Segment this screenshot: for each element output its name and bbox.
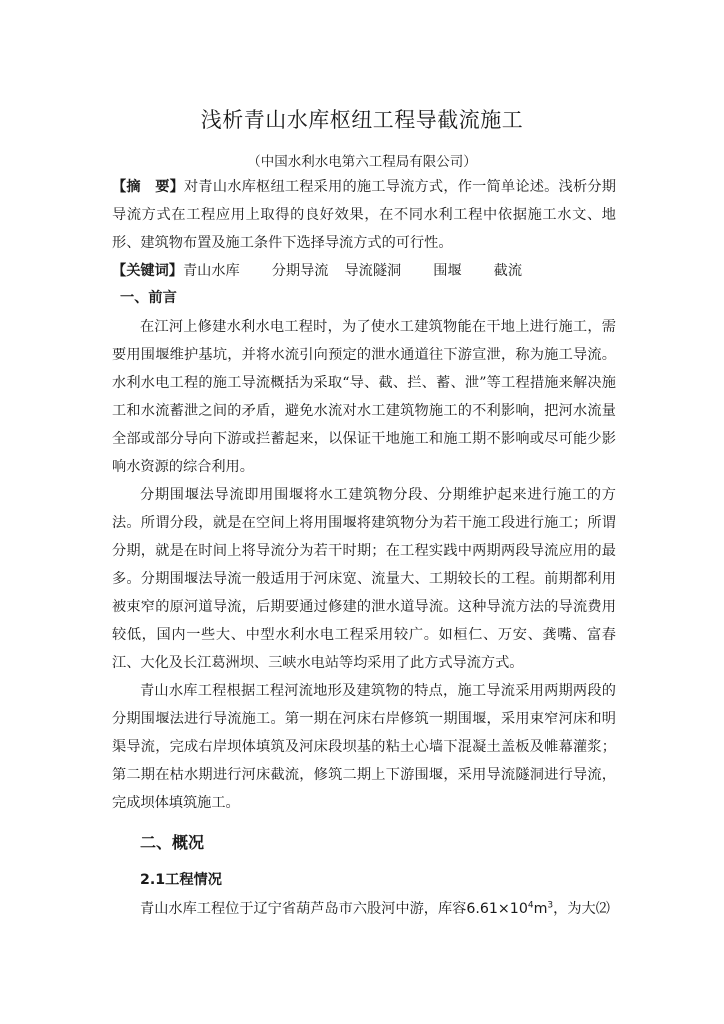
subsection-heading-project: 2.1工程情况 bbox=[140, 872, 222, 888]
paragraph-text: 青山水库工程位于辽宁省葫芦岛市六股河中游，库容 bbox=[140, 901, 467, 917]
author-affiliation: （中国水利水电第六工程局有限公司） bbox=[247, 154, 477, 170]
abstract-text: 对青山水库枢纽工程采用的施工导流方式，作一简单论述。浅析分期导流方式在工程应用上取得的良好效果，在不同水利工程中依据施工水文、地形、建筑物布置及施工条件下选择导流方式的可行性。 bbox=[112, 179, 616, 251]
paragraph: 在江河上修建水利水电工程时，为了使水工建筑物能在干地上进行施工，需要用围堰维护基坑，并将水流引向预定的泄水通道往下游宣泄，称为施工导流。水利水电工程的施工导流概括为采取“导、截、拦、蓄、泄”等工程措施来解决施工和水流蓄泄之间的矛盾，避免水流对水工建筑物施工的不利影响，把河水流量全部或部分导向下游或拦蓄起来，以保证干地施工和施工期不影响或尽可能少影响水资源的综合利用。 bbox=[112, 319, 616, 475]
section-heading-intro: 一、前言 bbox=[120, 290, 177, 306]
keyword-item: 青山水库 bbox=[182, 263, 240, 279]
paragraph-text: ，为大⑵ bbox=[553, 901, 610, 917]
capacity-exponent: 4 bbox=[527, 900, 534, 911]
capacity-unit: m bbox=[533, 901, 548, 917]
capacity-value: 6.61×10 bbox=[466, 901, 528, 917]
keyword-item: 围堰 bbox=[433, 263, 462, 279]
unit-exponent: 3 bbox=[547, 900, 554, 911]
abstract-label: 【摘 要】 bbox=[112, 179, 185, 195]
abstract bbox=[112, 173, 616, 257]
keywords bbox=[112, 257, 616, 285]
paragraph: 青山水库工程根据工程河流地形及建筑物的特点，施工导流采用两期两段的分期围堰法进行导流施工。第一期在河床右岸修筑一期围堰，采用束窄河床和明渠导流，完成右岸坝体填筑及河床段坝基的粘土心墙下混凝土盖板及帷幕灌浆；第二期在枯水期进行河床截流，修筑二期上下游围堰，采用导流隧洞进行导流，完成坝体填筑施工。 bbox=[112, 683, 616, 811]
paper-title: 浅析青山水库枢纽工程导截流施工 bbox=[200, 108, 524, 132]
keyword-item: 分期导流 bbox=[271, 263, 329, 279]
section-heading-overview: 二、概况 bbox=[140, 833, 205, 852]
keyword-item: 导流隧洞 bbox=[344, 263, 402, 279]
paragraph bbox=[112, 895, 616, 923]
keywords-label: 【关键词】 bbox=[112, 263, 183, 279]
paragraph: 分期围堰法导流即用围堰将水工建筑物分段、分期维护起来进行施工的方法。所谓分段，就是在空间上将用围堰将建筑物分为若干施工段进行施工；所谓分期，就是在时间上将导流分为若干时期；在工程实践中两期两段导流应用的最多。分期围堰法导流一般适用于河床宽、流量大、工期较长的工程。前期都利用被束窄的原河道导流，后期要通过修建的泄水道导流。这种导流方法的导流费用较低，国内一些大、中型水利水电工程采用较广。如桓仁、万安、龚嘴、富春江、大化及长江葛洲坝、三峡水电站等均采用了此方式导流方式。 bbox=[112, 487, 616, 671]
keyword-item: 截流 bbox=[493, 263, 523, 279]
